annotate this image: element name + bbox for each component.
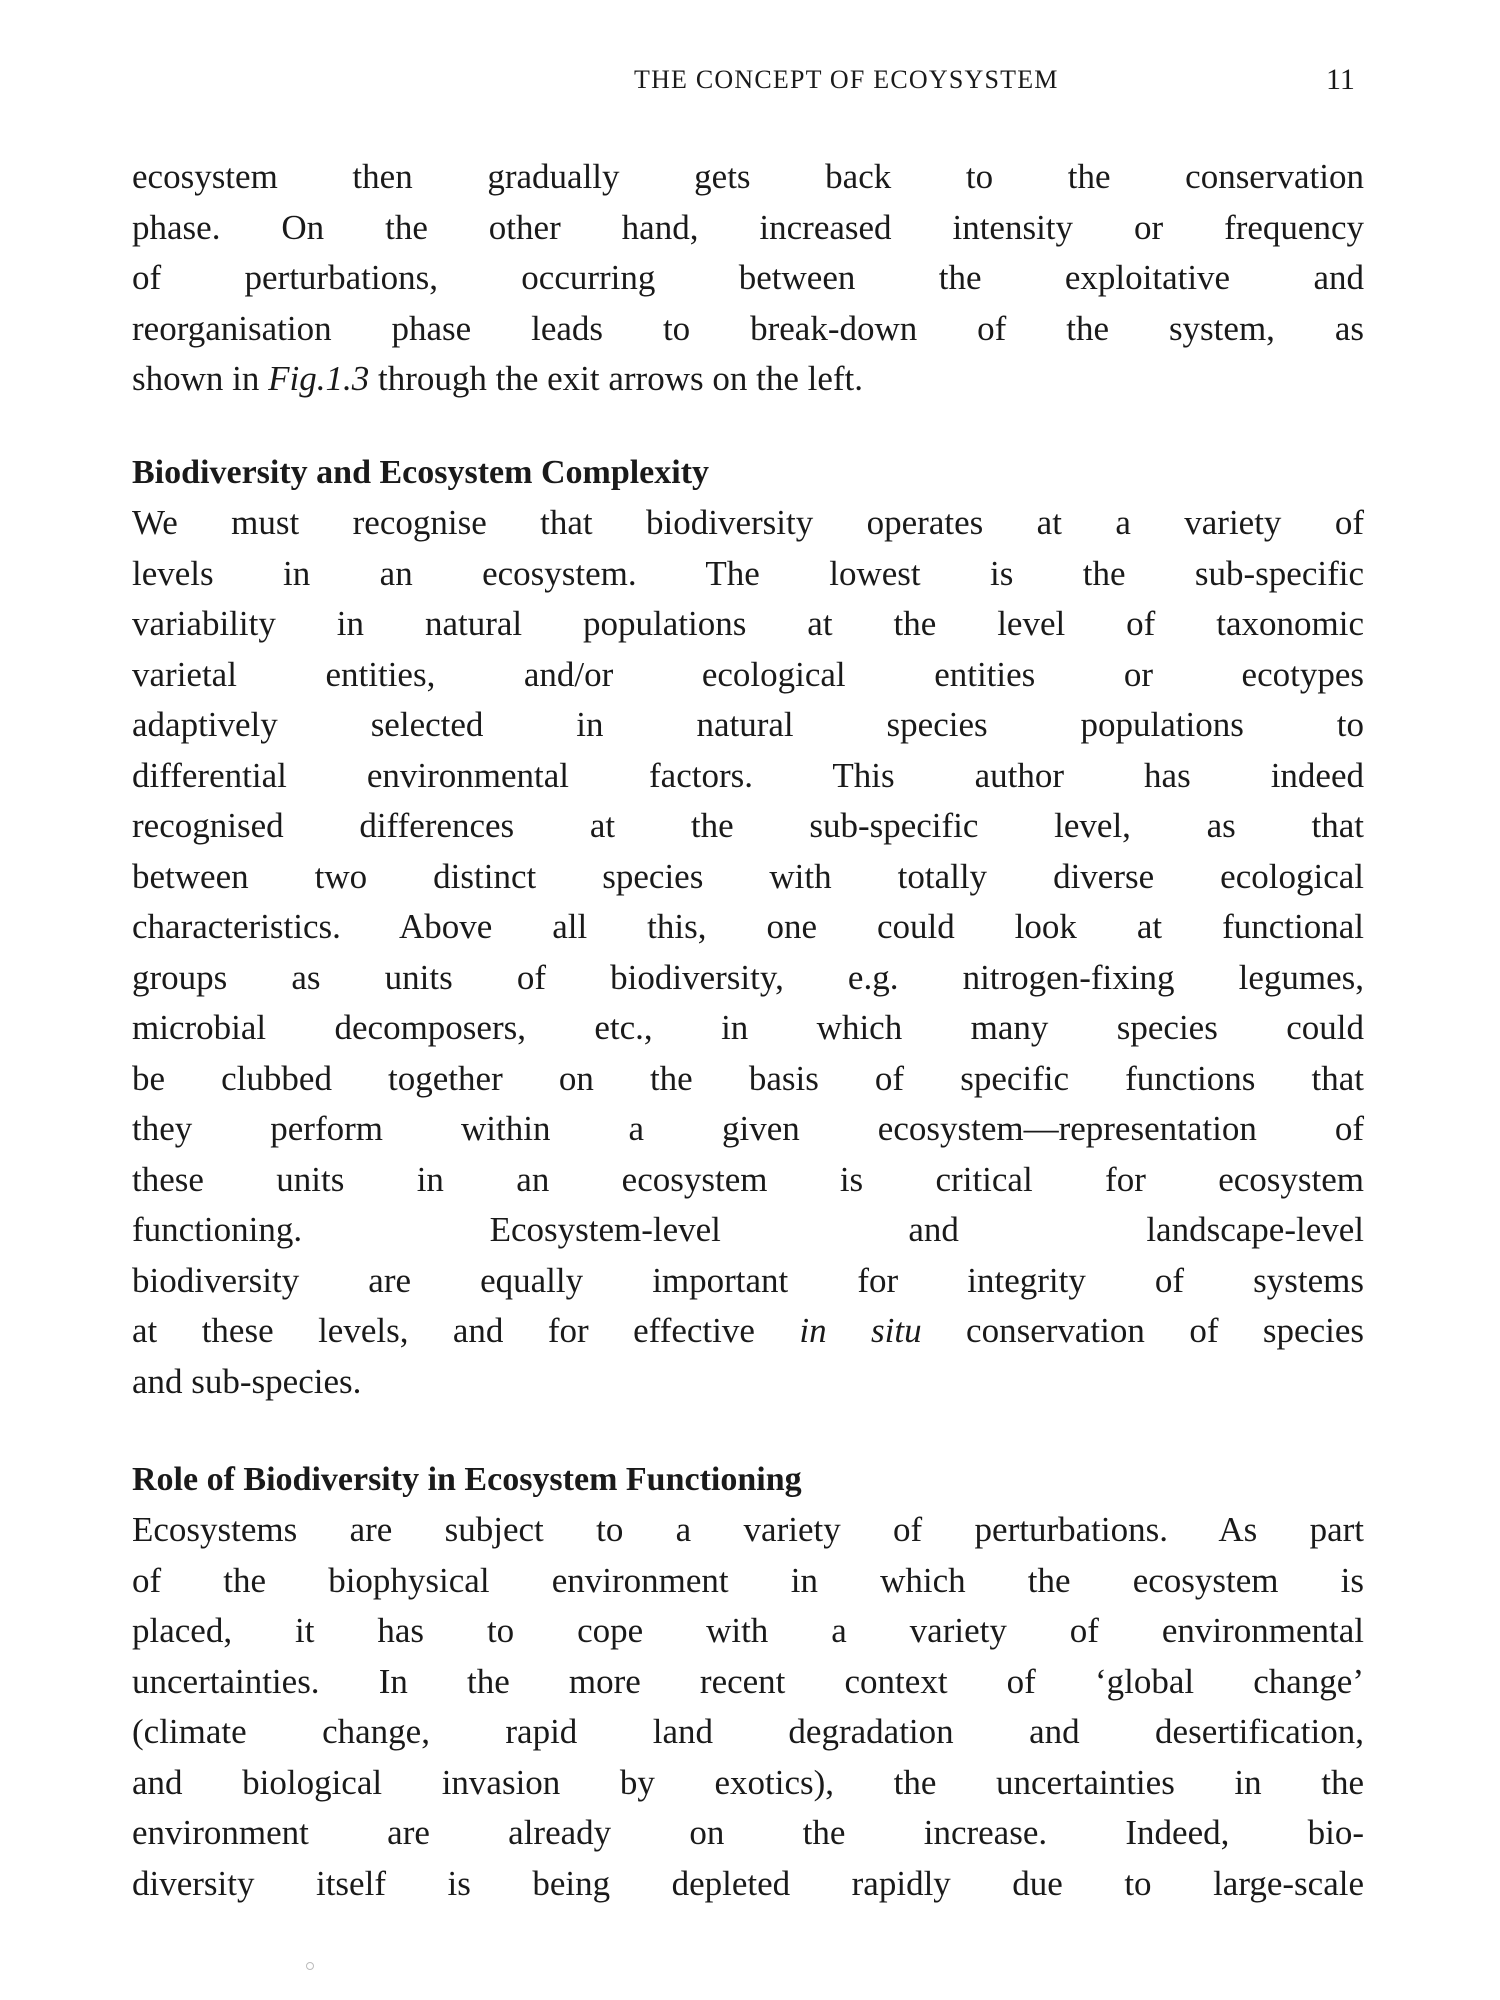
text-line (132, 354, 1364, 405)
section-heading: Role of Biodiversity in Ecosystem Functioning (132, 1461, 802, 1498)
text-line: ecosystem then gradually gets back to the conservation (132, 157, 1364, 196)
page-number: 11 (1326, 63, 1355, 96)
text-line: biodiversity are equally important for integrity of systems (132, 1260, 1364, 1300)
text-line: recognised differences at the sub-specific level, as that (132, 806, 1364, 845)
text-line: be clubbed together on the basis of specific functions that (132, 1058, 1364, 1098)
text-fragment: conservation of species (921, 1311, 1365, 1350)
text-line: adaptively selected in natural species populations to (132, 705, 1364, 744)
text-line: differential environmental factors. This author has indeed (132, 755, 1364, 795)
text-line: levels in an ecosystem. The lowest is the sub-specific (132, 553, 1364, 593)
text-line: diversity itself is being depleted rapidly due to large-scale (132, 1863, 1364, 1903)
text-fragment: through the exit arrows on the left. (369, 359, 863, 398)
text-line: varietal entities, and/or ecological entities or ecotypes (132, 654, 1364, 694)
paragraph-continuation (132, 152, 1364, 405)
figure-reference: Fig.1.3 (268, 359, 370, 398)
scan-speck-mark (306, 1962, 314, 1970)
text-line: phase. On the other hand, increased intensity or frequency (132, 207, 1364, 247)
running-head (0, 62, 1500, 98)
text-line: reorganisation phase leads to break-down of the system, as (132, 308, 1364, 348)
text-line: environment are already on the increase. Indeed, bio- (132, 1813, 1364, 1852)
text-line: and sub-species. (132, 1361, 362, 1401)
text-line: uncertainties. In the more recent context of ‘global change’ (132, 1661, 1364, 1701)
section-heading: Biodiversity and Ecosystem Complexity (132, 454, 710, 491)
text-line: microbial decomposers, etc., in which many species could (132, 1008, 1364, 1047)
text-line: these units in an ecosystem is critical for ecosystem (132, 1159, 1364, 1199)
section-heading-biodiversity-complexity (132, 448, 1364, 499)
text-line: Ecosystems are subject to a variety of perturbations. As part (132, 1510, 1364, 1549)
section-2-body (132, 1505, 1364, 1909)
text-fragment: shown in (132, 359, 269, 398)
text-line: groups as units of biodiversity, e.g. nitrogen-fixing legumes, (132, 957, 1364, 997)
text-line: they perform within a given ecosystem—representation of (132, 1109, 1364, 1148)
text-line: of perturbations, occurring between the exploitative and (132, 258, 1364, 297)
section-1-body (132, 498, 1364, 1407)
text-line: between two distinct species with totally diverse ecological (132, 856, 1364, 896)
text-line: variability in natural populations at the level of taxonomic (132, 604, 1364, 643)
text-line: characteristics. Above all this, one could look at functional (132, 907, 1364, 946)
text-line: We must recognise that biodiversity operates at a variety of (132, 503, 1364, 542)
text-line: (climate change, rapid land degradation and desertification, (132, 1712, 1364, 1751)
italic-term: in situ (799, 1311, 922, 1350)
text-line: placed, it has to cope with a variety of environmental (132, 1611, 1364, 1650)
text-line (132, 1306, 1364, 1357)
text-line: functioning. Ecosystem-level and landscape-level (132, 1210, 1364, 1249)
text-fragment: at these levels, and for effective (132, 1311, 800, 1350)
text-line: and biological invasion by exotics), the uncertainties in the (132, 1762, 1364, 1802)
running-head-title: THE CONCEPT OF ECOYSYSTEM (634, 65, 1059, 94)
section-heading-role-of-biodiversity (132, 1455, 1364, 1506)
text-line: of the biophysical environment in which the ecosystem is (132, 1560, 1364, 1600)
